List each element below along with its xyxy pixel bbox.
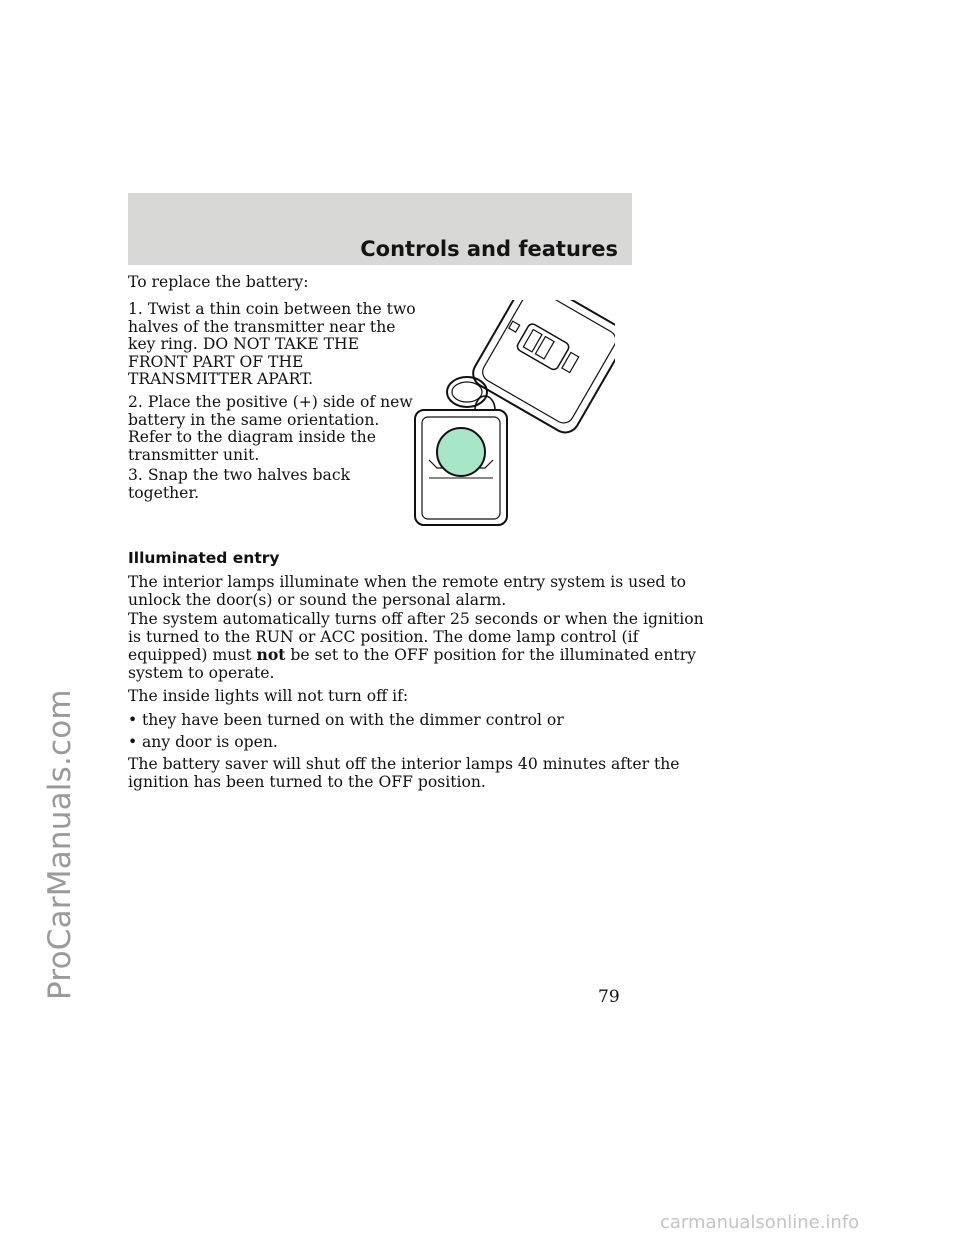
- step-2: 2. Place the positive (+) side of new battery in the same orientation. Refer to the diagram inside the transmitter unit.: [128, 393, 413, 464]
- step-1: 1. Twist a thin coin between the two halves of the transmitter near the key ring. DO NOT TAKE THE FRONT PART OF THE TRANSMITTER APART.: [128, 300, 416, 388]
- watermark: ProCarManuals.com: [42, 689, 78, 1000]
- transmitter-diagram: [405, 300, 615, 528]
- battery-intro: To replace the battery:: [128, 273, 309, 291]
- transmitter-front-half: [415, 410, 507, 525]
- list-item: • they have been turned on with the dimmer control or: [128, 711, 564, 729]
- paragraph-2: The system automatically turns off after 25 seconds or when the ignition is turned to the RUN or ACC position. The dome lamp control (if equipped) must not be set to the OFF position for the illuminated entry system to operate.: [128, 610, 704, 682]
- step-3: 3. Snap the two halves back together.: [128, 466, 351, 502]
- emphasis-not: not: [256, 645, 286, 664]
- section-title: Controls and features: [360, 237, 618, 261]
- list-item: • any door is open.: [128, 733, 278, 751]
- page-number: 79: [598, 987, 620, 1007]
- footer-watermark: carmanualsonline.info: [660, 1212, 860, 1233]
- section-heading-illuminated-entry: Illuminated entry: [128, 549, 280, 567]
- paragraph-4: The battery saver will shut off the interior lamps 40 minutes after the ignition has been turned to the OFF position.: [128, 755, 680, 791]
- paragraph-3: The inside lights will not turn off if:: [128, 687, 409, 705]
- paragraph-1: The interior lamps illuminate when the remote entry system is used to unlock the door(s) or sound the personal alarm.: [128, 573, 687, 609]
- section-header: [128, 193, 632, 265]
- battery: [437, 428, 485, 476]
